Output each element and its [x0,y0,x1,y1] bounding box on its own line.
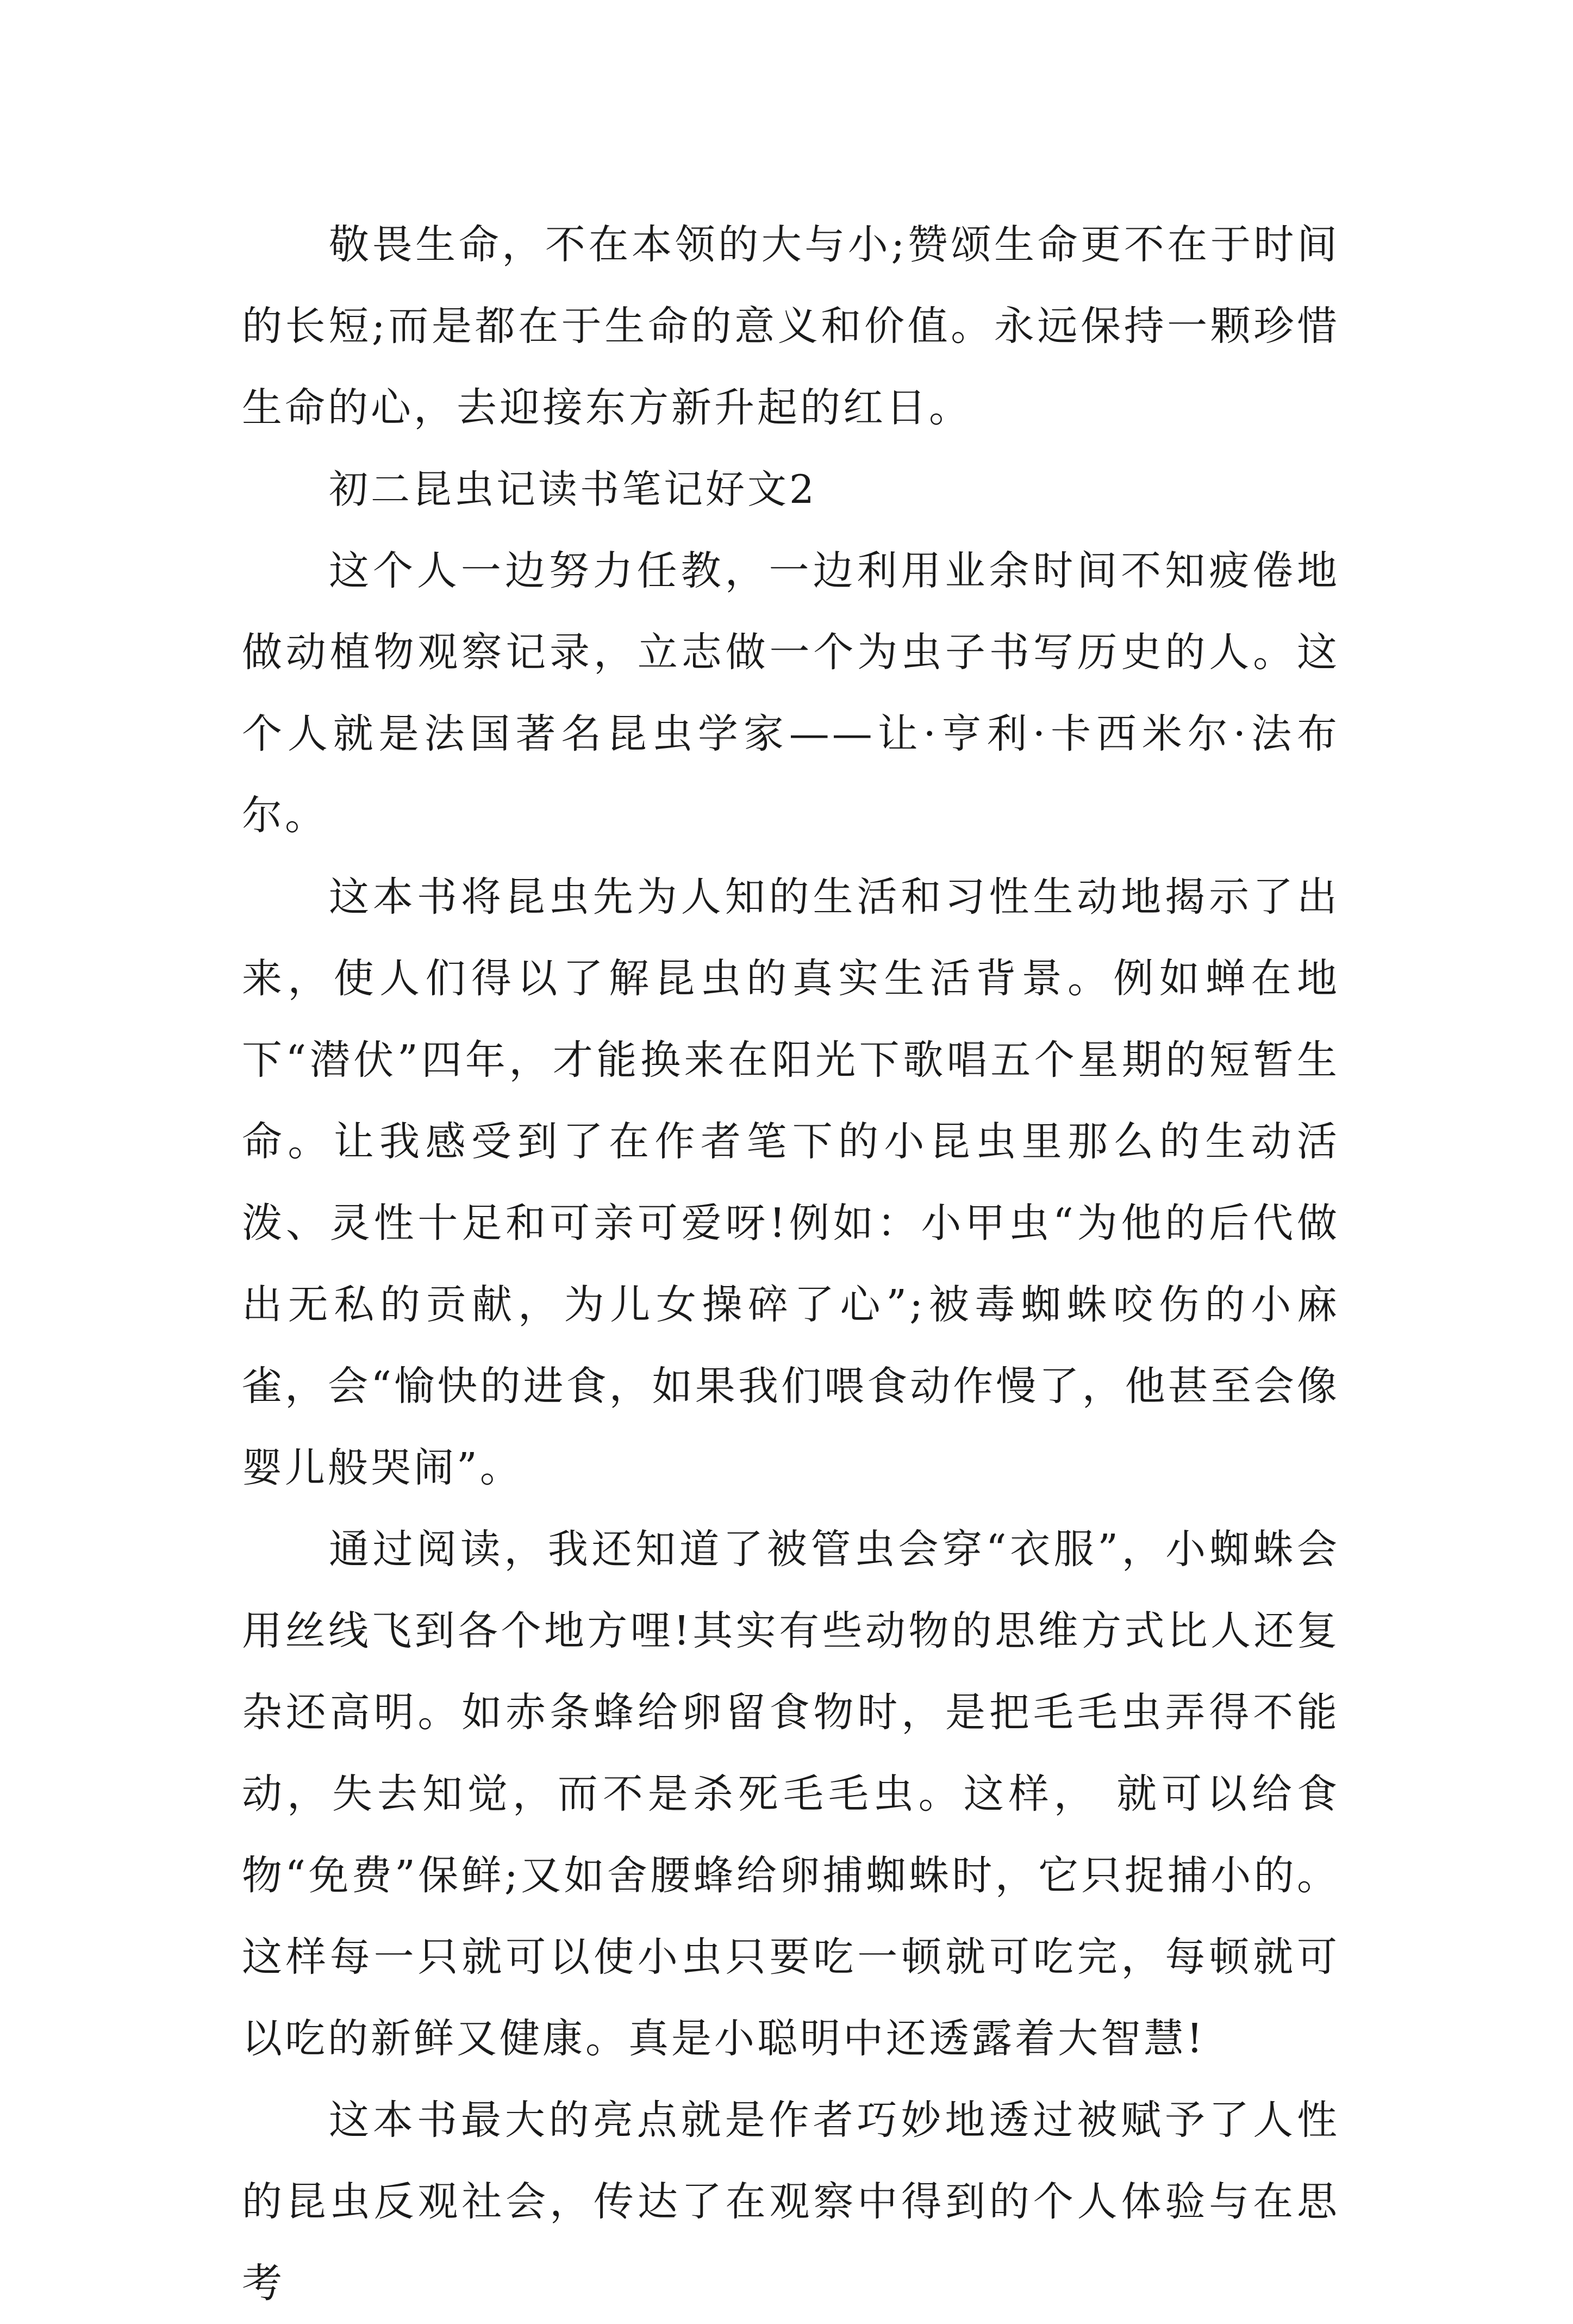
paragraph-author: 这个人一边努力任教，一边利用业余时间不知疲倦地做动植物观察记录，立志做一个为虫子书写历史的人。这个人就是法国著名昆虫学家——让·亨利·卡西米尔·法布尔。 [242,547,1340,839]
paragraph-intro-conclusion: 敬畏生命，不在本领的大与小;赞颂生命更不在于时间的长短;而是都在于生命的意义和价值。永远保持一颗珍惜生命的心，去迎接东方新升起的红日。 [242,221,1340,431]
paragraph-reading-insights: 通过阅读，我还知道了被管虫会穿“衣服”，小蜘蛛会用丝线飞到各个地方哩!其实有些动物的思维方式比人还复杂还高明。如赤条蜂给卵留食物时，是把毛毛虫弄得不能动，失去知觉，而不是杀死毛毛虫。这样， 就可以给食物“免费”保鲜;又如舍腰蜂给卵捕蜘蛛时，它只捉捕小的。这样每一只就可以使小虫只要吃一顿就可吃完，每顿就可以吃的新鲜又健康。真是小聪明中还透露着大智慧! [242,1526,1340,2062]
section-heading: 初二昆虫记读书笔记好文2 [329,466,817,512]
paragraph-highlight: 这本书最大的亮点就是作者巧妙地透过被赋予了人性的昆虫反观社会，传达了在观察中得到的个人体验与在思考 [242,2097,1340,2307]
paragraph-book-content: 这本书将昆虫先为人知的生活和习性生动地揭示了出来，使人们得以了解昆虫的真实生活背景。例如蝉在地下“潜伏”四年，才能换来在阳光下歌唱五个星期的短暂生命。让我感受到了在作者笔下的小昆虫里那么的生动活泼、灵性十足和可亲可爱呀!例如：小甲虫“为他的后代做出无私的贡献，为儿女操碎了心”;被毒蜘蛛咬伤的小麻雀，会“愉快的进食，如果我们喂食动作慢了，他甚至会像婴儿般哭闹”。 [242,874,1340,1491]
document-body [242,204,1340,2324]
